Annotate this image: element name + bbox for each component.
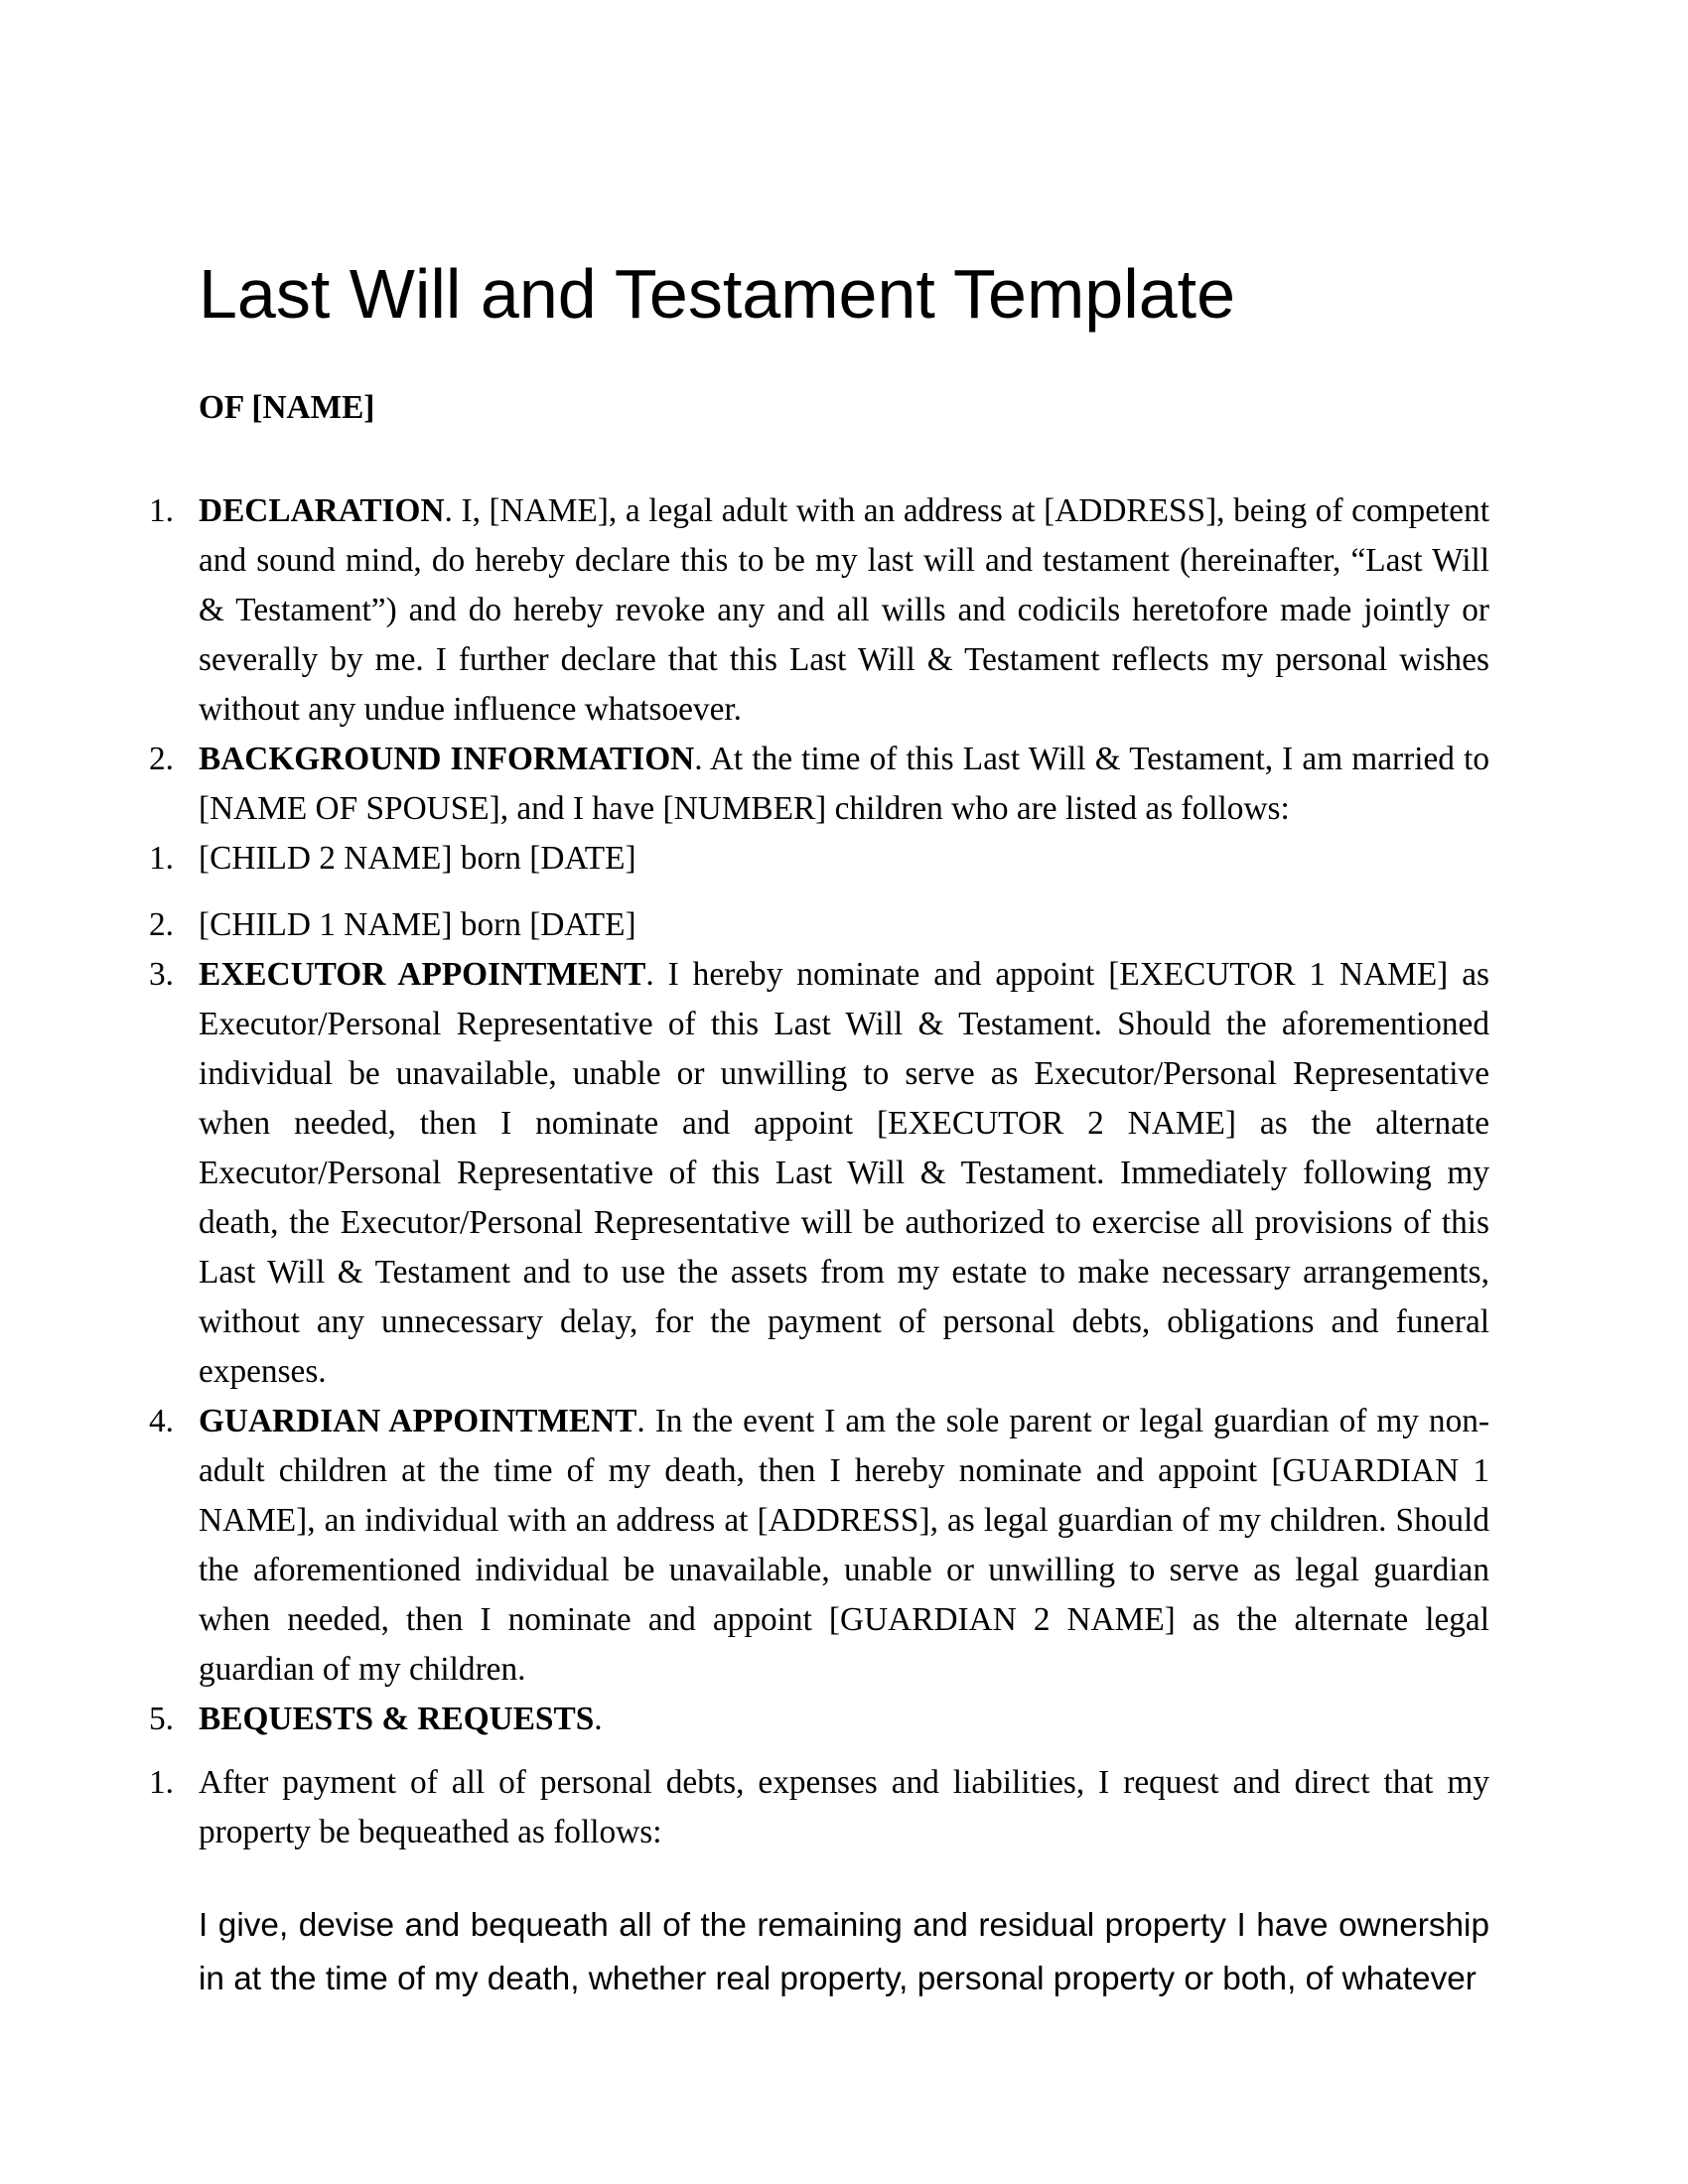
section-text: . At the time of this Last Will & Testament, I am married to [NAME OF SPOUSE], and I have [NUMBER] children who are listed as follows: bbox=[199, 741, 1489, 827]
list-number: 5. bbox=[149, 1701, 174, 1737]
paragraph bbox=[199, 950, 1489, 1397]
section-heading-background-information: BACKGROUND INFORMATION bbox=[199, 741, 695, 777]
section-heading-executor-appointment: EXECUTOR APPOINTMENT bbox=[199, 956, 646, 993]
list-number: 1. bbox=[149, 840, 174, 877]
child-entry-text: [CHILD 2 NAME] born [DATE] bbox=[199, 840, 636, 877]
list-item-background-information bbox=[149, 735, 1489, 834]
paragraph bbox=[199, 1695, 1489, 1744]
list-item-declaration bbox=[149, 486, 1489, 735]
list-number: 2. bbox=[149, 741, 174, 777]
list-number: 1. bbox=[149, 492, 174, 529]
section-text: . bbox=[594, 1701, 603, 1737]
list-item-executor-appointment bbox=[149, 950, 1489, 1397]
paragraph bbox=[199, 735, 1489, 834]
paragraph bbox=[199, 1758, 1489, 1857]
section-heading-bequests-requests: BEQUESTS & REQUESTS bbox=[199, 1701, 595, 1737]
paragraph bbox=[199, 1397, 1489, 1695]
bequest-sub-item bbox=[149, 1758, 1489, 1857]
list-number: 1. bbox=[149, 1764, 174, 1801]
document-title: Last Will and Testament Template bbox=[199, 255, 1236, 333]
list-number: 4. bbox=[149, 1403, 174, 1439]
child-item-2 bbox=[149, 900, 1489, 950]
bequest-text: After payment of all of personal debts, expenses and liabilities, I request and direct that my property be bequeathed as follows: bbox=[199, 1764, 1489, 1850]
list-item-guardian-appointment bbox=[149, 1397, 1489, 1695]
section-text: . In the event I am the sole parent or legal guardian of my non-adult children at the time of my death, then I hereby nominate and appoint [GUARDIAN 1 NAME], an individual with an address at [ADDRESS], as legal guardian of my children. Should the aforementioned individual be unavailable, unable or unwilling to serve as legal guardian when needed, then I nominate and appoint [GUARDIAN 2 NAME] as the alternate legal guardian of my children. bbox=[199, 1403, 1489, 1688]
paragraph bbox=[199, 486, 1489, 735]
of-name-line: OF [NAME] bbox=[199, 389, 375, 426]
section-text: . I hereby nominate and appoint [EXECUTOR 1 NAME] as Executor/Personal Representative of this Last Will & Testament. Should the aforementioned individual be unavailable, unable or unwilling to serve as Executor/Personal Representative when needed, then I nominate and appoint [EXECUTOR 2 NAME] as the alternate Executor/Personal Representative of this Last Will & Testament. Immediately following my death, the Executor/Personal Representative will be authorized to exercise all provisions of this Last Will & Testament and to use the assets from my estate to make necessary arrangements, without any unnecessary delay, for the payment of personal debts, obligations and funeral expenses. bbox=[199, 956, 1489, 1390]
list-number: 2. bbox=[149, 906, 174, 943]
list-number: 3. bbox=[149, 956, 174, 993]
section-heading-guardian-appointment: GUARDIAN APPOINTMENT bbox=[199, 1403, 637, 1439]
child-item-1 bbox=[149, 834, 1489, 884]
child-entry-text: [CHILD 1 NAME] born [DATE] bbox=[199, 906, 636, 943]
section-text: . I, [NAME], a legal adult with an address at [ADDRESS], being of competent and sound mind, do hereby declare this to be my last will and testament (hereinafter, “Last Will & Testament”) and do hereby revoke any and all wills and codicils heretofore made jointly or severally by me. I further declare that this Last Will & Testament reflects my personal wishes without any undue influence whatsoever. bbox=[199, 492, 1489, 728]
residual-property-clause: I give, devise and bequeath all of the remaining and residual property I have ownership in at the time of my death, whether real property, personal property or both, of whatever bbox=[199, 1907, 1489, 1997]
paragraph bbox=[199, 900, 1489, 950]
paragraph bbox=[199, 834, 1489, 884]
section-heading-declaration: DECLARATION bbox=[199, 492, 445, 529]
list-item-bequests-requests bbox=[149, 1695, 1489, 1744]
